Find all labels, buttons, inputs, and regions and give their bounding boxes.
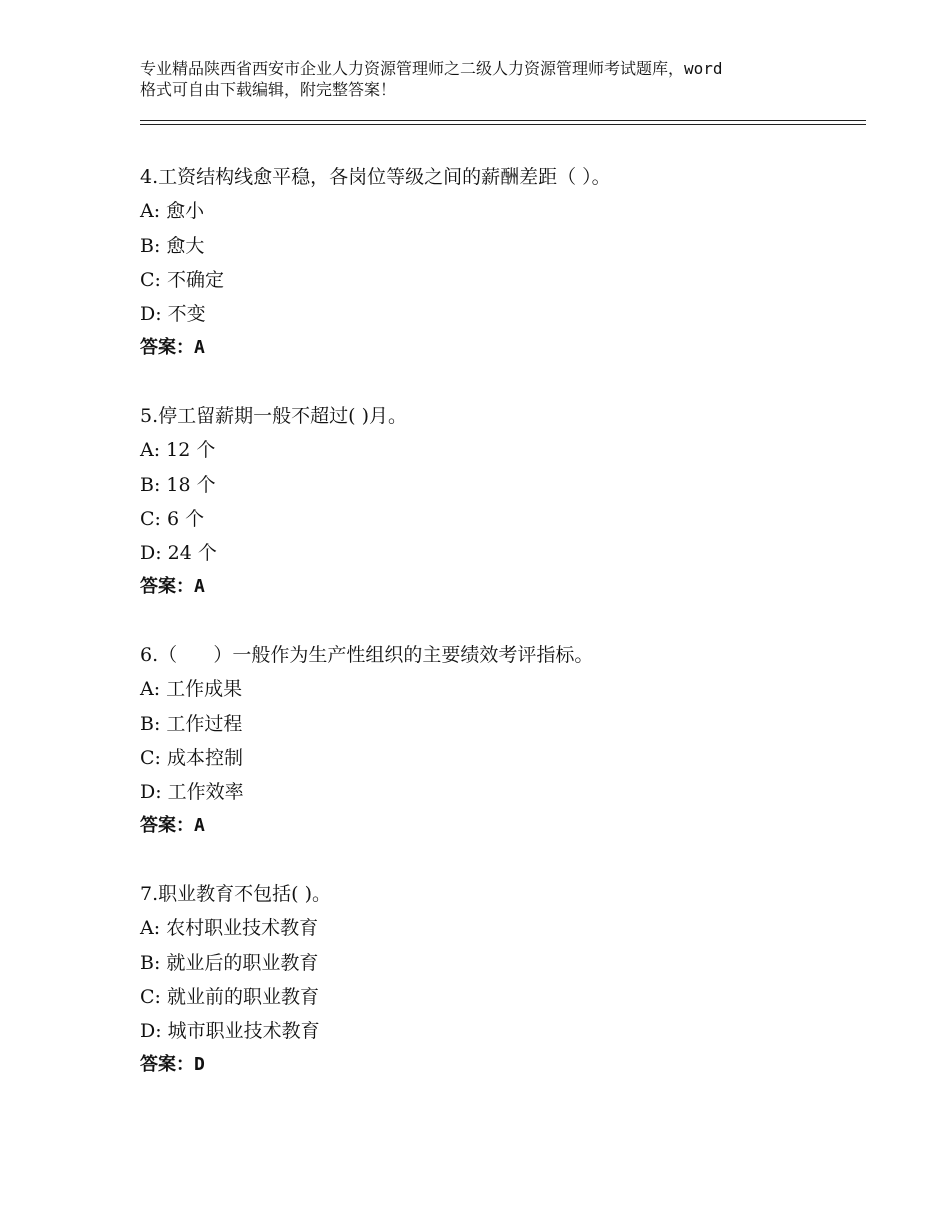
question-stem: 7.职业教育不包括( )。 (140, 883, 331, 905)
question-stem: 5.停工留薪期一般不超过( )月。 (140, 405, 407, 427)
question-4 (140, 165, 860, 360)
option-c: C: 就业前的职业教育 (140, 985, 319, 1008)
option-a: A: 农村职业技术教育 (140, 917, 319, 940)
option-d: D: 城市职业技术教育 (140, 1020, 320, 1043)
question-5 (140, 404, 860, 599)
header-title-line-2: 格式可自由下载编辑，附完整答案！ (140, 80, 397, 99)
option-a: A: 愈小 (140, 200, 205, 223)
option-d: D: 24 个 (140, 542, 217, 565)
option-d: D: 工作效率 (140, 781, 244, 804)
header-divider-top (140, 120, 866, 121)
option-c: C: 6 个 (140, 507, 205, 530)
answer-label: 答案：A (140, 576, 205, 598)
question-stem: 4.工资结构线愈平稳，各岗位等级之间的薪酬差距（ ）。 (140, 166, 611, 188)
question-stem: 6.（ ）一般作为生产性组织的主要绩效考评指标。 (140, 644, 594, 666)
answer-label: 答案：D (140, 1054, 205, 1076)
option-c: C: 不确定 (140, 268, 224, 291)
answer-label: 答案：A (140, 815, 205, 837)
option-b: B: 愈大 (140, 234, 205, 257)
option-b: B: 工作过程 (140, 712, 243, 735)
option-a: A: 工作成果 (140, 678, 243, 701)
option-b: B: 就业后的职业教育 (140, 951, 319, 974)
answer-label: 答案：A (140, 337, 205, 359)
option-a: A: 12 个 (140, 439, 216, 462)
header-title-line-1: 专业精品陕西省西安市企业人力资源管理师之二级人力资源管理师考试题库，word (140, 59, 723, 78)
header-divider-bottom (140, 124, 866, 125)
question-7 (140, 882, 860, 1077)
option-b: B: 18 个 (140, 473, 216, 496)
option-d: D: 不变 (140, 303, 206, 326)
document-header (140, 58, 840, 100)
option-c: C: 成本控制 (140, 746, 243, 769)
question-6 (140, 643, 860, 838)
